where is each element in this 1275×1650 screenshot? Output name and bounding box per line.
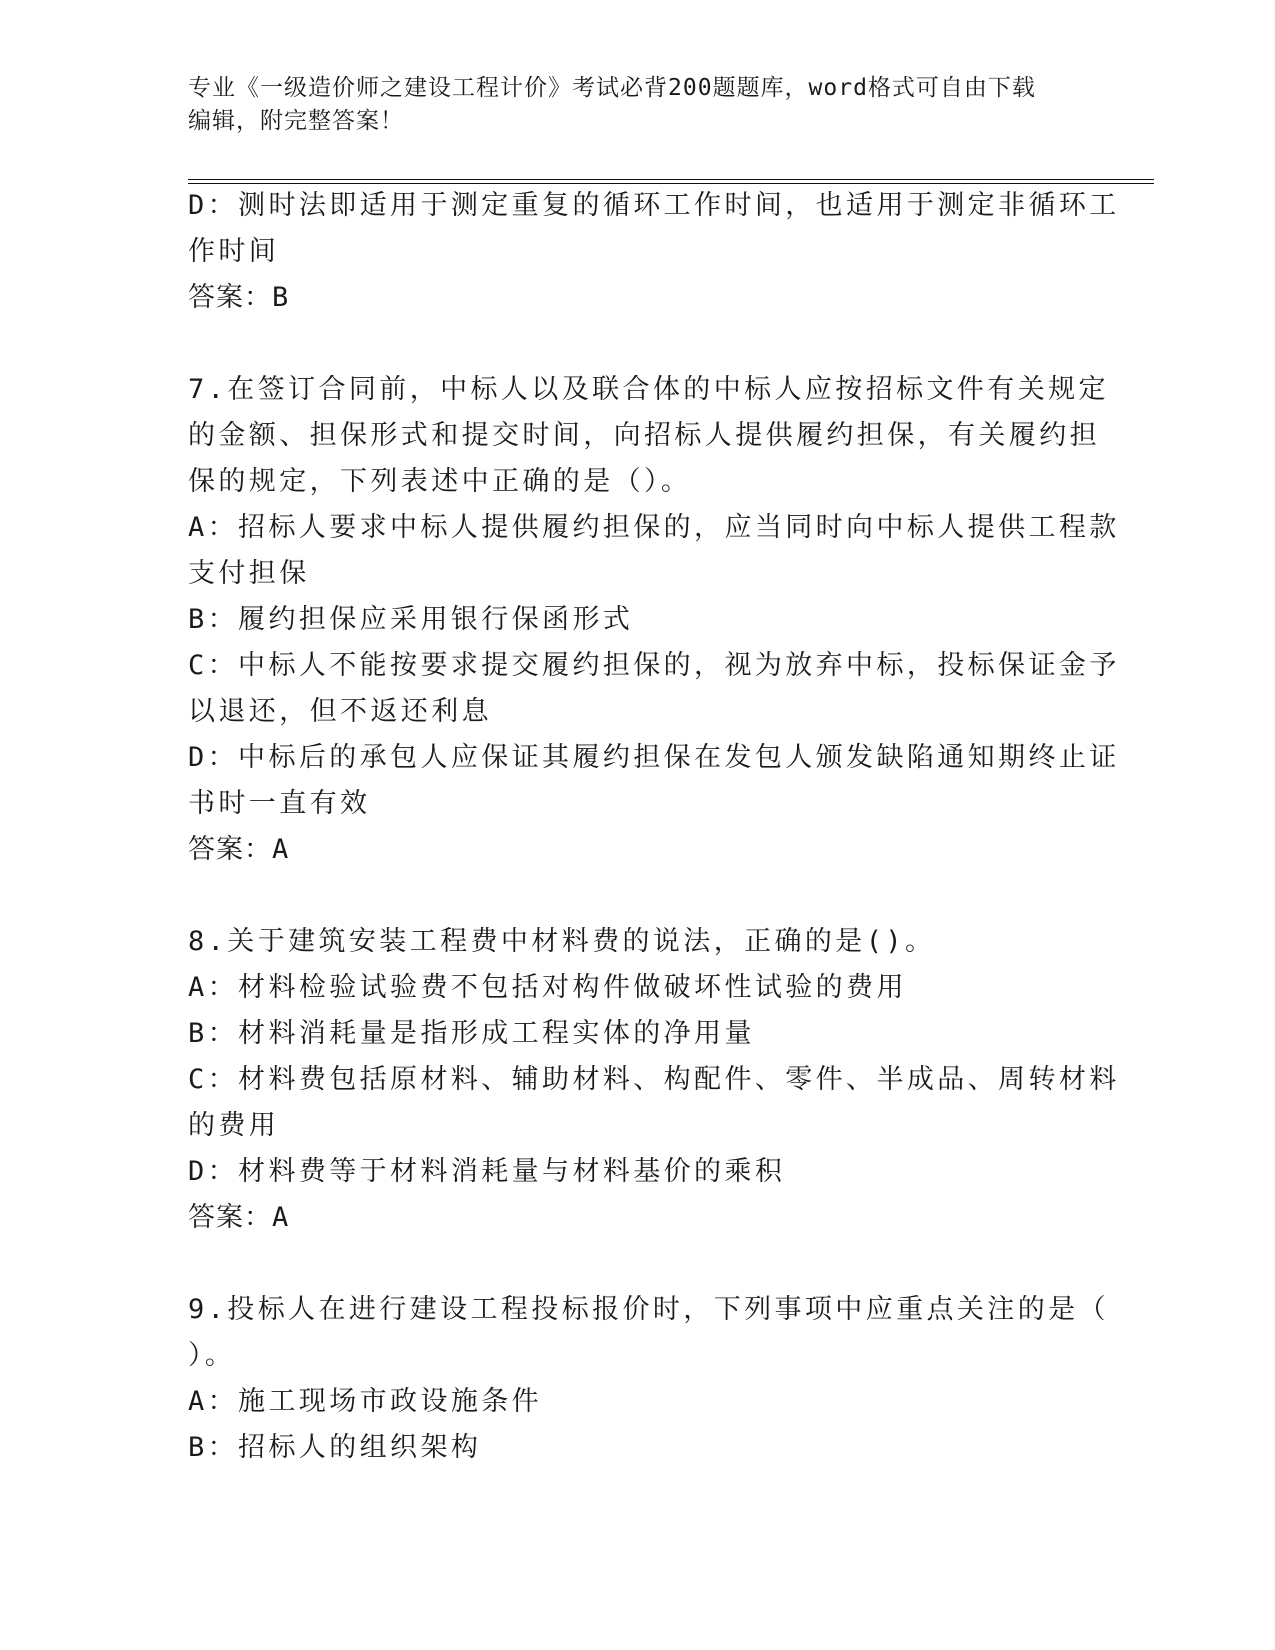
question-7-line-3: 保的规定，下列表述中正确的是（）。 bbox=[188, 466, 692, 497]
q7-option-d-line-1: D：中标后的承包人应保证其履约担保在发包人颁发缺陷通知期终止证 bbox=[188, 742, 1120, 773]
q8-option-d: D：材料费等于材料消耗量与材料基价的乘积 bbox=[188, 1156, 786, 1187]
header-divider-top bbox=[188, 179, 1154, 180]
header-line-2: 编辑，附完整答案！ bbox=[188, 108, 404, 134]
q8-option-c-line-2: 的费用 bbox=[188, 1110, 280, 1141]
question-9-line-1: 9.投标人在进行建设工程投标报价时，下列事项中应重点关注的是（ bbox=[188, 1294, 1109, 1325]
q7-option-c-line-2: 以退还，但不返还利息 bbox=[188, 696, 492, 727]
q7-option-a-line-1: A：招标人要求中标人提供履约担保的，应当同时向中标人提供工程款 bbox=[188, 512, 1120, 543]
q9-option-a: A：施工现场市政设施条件 bbox=[188, 1386, 543, 1417]
q8-option-c-line-1: C：材料费包括原材料、辅助材料、构配件、零件、半成品、周转材料 bbox=[188, 1064, 1120, 1095]
q8-option-b: B：材料消耗量是指形成工程实体的净用量 bbox=[188, 1018, 755, 1049]
question-9-line-2: ）。 bbox=[188, 1340, 236, 1371]
question-7-line-1: 7.在签订合同前，中标人以及联合体的中标人应按招标文件有关规定 bbox=[188, 374, 1109, 405]
q7-option-a-line-2: 支付担保 bbox=[188, 558, 310, 589]
document-header bbox=[188, 72, 1088, 138]
q7-option-b: B：履约担保应采用银行保函形式 bbox=[188, 604, 634, 635]
q8-option-a: A：材料检验试验费不包括对构件做破坏性试验的费用 bbox=[188, 972, 907, 1003]
answer-q6: 答案：B bbox=[188, 282, 290, 313]
answer-q8: 答案：A bbox=[188, 1202, 290, 1233]
option-d-line-2: 作时间 bbox=[188, 236, 280, 267]
header-line-1: 专业《一级造价师之建设工程计价》考试必背200题题库，word格式可自由下载 bbox=[188, 75, 1036, 101]
answer-q7: 答案：A bbox=[188, 834, 290, 865]
q7-option-c-line-1: C：中标人不能按要求提交履约担保的，视为放弃中标，投标保证金予 bbox=[188, 650, 1120, 681]
q7-option-d-line-2: 书时一直有效 bbox=[188, 788, 371, 819]
option-d-line-1: D：测时法即适用于测定重复的循环工作时间，也适用于测定非循环工 bbox=[188, 190, 1120, 221]
question-8: 8.关于建筑安装工程费中材料费的说法，正确的是()。 bbox=[188, 926, 936, 957]
header-divider-bottom bbox=[188, 183, 1154, 184]
q9-option-b: B：招标人的组织架构 bbox=[188, 1432, 482, 1463]
question-7-line-2: 的金额、担保形式和提交时间，向招标人提供履约担保，有关履约担 bbox=[188, 420, 1100, 451]
